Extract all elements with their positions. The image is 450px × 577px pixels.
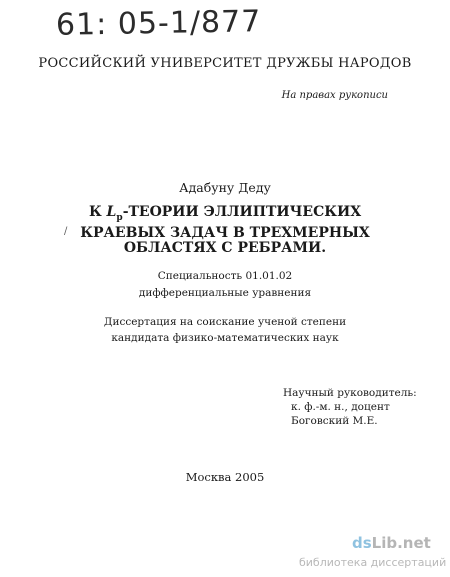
title-line-2: КРАЕВЫХ ЗАДАЧ В ТРЕХМЕРНЫХ bbox=[80, 224, 370, 241]
advisor-label: Научный руководитель: bbox=[283, 387, 417, 399]
handwritten-catalog-mark: 61: 05-1/877 bbox=[55, 4, 262, 43]
city-year: Москва 2005 bbox=[185, 470, 265, 484]
title-line-1 bbox=[0, 205, 450, 226]
dissertation-purpose-line-2: кандидата физико-математических наук bbox=[111, 332, 339, 344]
advisor-name: Боговский М.Е. bbox=[291, 415, 378, 427]
watermark-logo bbox=[352, 534, 431, 552]
advisor-degree: к. ф.-м. н., доцент bbox=[291, 401, 390, 413]
watermark-logo-prefix: ds bbox=[352, 534, 372, 552]
specialty-code: Специальность 01.01.02 bbox=[157, 270, 293, 282]
watermark-subtitle: библиотека диссертаций bbox=[299, 556, 447, 569]
specialty-name: дифференциальные уравнения bbox=[138, 287, 312, 299]
manuscript-rights-note: На правах рукописи bbox=[281, 90, 388, 101]
dissertation-title bbox=[0, 205, 450, 256]
dissertation-purpose-line-1: Диссертация на соискание ученой степени bbox=[103, 316, 347, 328]
title-prefix: К bbox=[88, 204, 107, 220]
author-name: Адабуну Деду bbox=[179, 180, 271, 195]
watermark-logo-suffix: Lib.net bbox=[371, 534, 431, 552]
margin-mark: / bbox=[64, 226, 68, 237]
title-symbol: L bbox=[106, 204, 117, 220]
title-suffix: -ТЕОРИИ ЭЛЛИПТИЧЕСКИХ bbox=[122, 204, 362, 220]
title-line-3: ОБЛАСТЯХ С РЕБРАМИ. bbox=[123, 239, 327, 256]
title-subscript: p bbox=[116, 212, 123, 223]
advisor-block bbox=[283, 386, 417, 428]
university-name: РОССИЙСКИЙ УНИВЕРСИТЕТ ДРУЖБЫ НАРОДОВ bbox=[38, 56, 412, 71]
